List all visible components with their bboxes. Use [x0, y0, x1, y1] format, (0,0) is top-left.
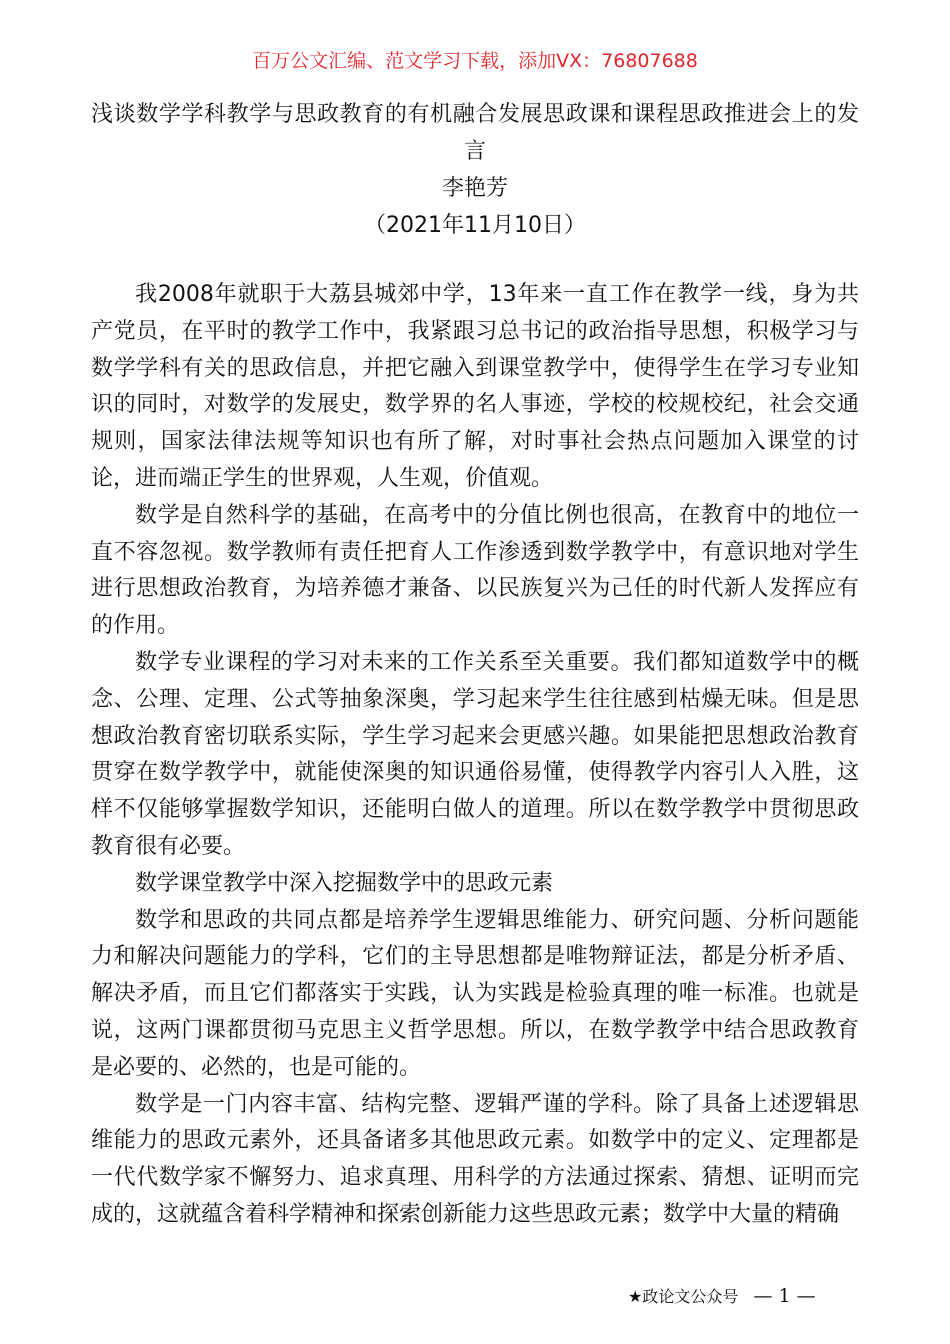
paragraph-line: 论，进而端正学生的世界观，人生观，价值观。	[91, 465, 554, 491]
paragraph-line: 数学是一门内容丰富、结构完整、逻辑严谨的学科。除了具备上述逻辑思	[135, 1091, 859, 1117]
paragraph-line: 规则，国家法律法规等知识也有所了解，对时事社会热点问题加入课堂的讨	[91, 429, 859, 455]
document-title-line: 言	[463, 139, 486, 164]
paragraph-line: 贯穿在数学教学中，就能使深奥的知识通俗易懂，使得教学内容引人入胜，这	[91, 760, 859, 786]
document-title-block	[91, 96, 859, 244]
footer-source: ★政论文公众号	[628, 1287, 739, 1306]
paragraph-line: 样不仅能够掌握数学知识，还能明白做人的道理。所以在数学教学中贯彻思政	[91, 797, 859, 823]
document-body	[91, 277, 859, 1234]
page-footer	[628, 1284, 816, 1307]
paragraph-line: 说，这两门课都贯彻马克思主义哲学思想。所以，在数学教学中结合思政教育	[91, 1017, 859, 1043]
document-title-line: 浅谈数学学科教学与思政教育的有机融合发展思政课和课程思政推进会上的发	[91, 102, 859, 127]
date: （2021年11月10日）	[364, 213, 586, 238]
paragraph-line: 的作用。	[91, 613, 180, 639]
paragraph-line: 产党员，在平时的教学工作中，我紧跟习总书记的政治指导思想，积极学习与	[91, 318, 859, 344]
paragraph-line: 识的同时，对数学的发展史，数学界的名人事迹，学校的校规校纪，社会交通	[91, 392, 859, 418]
page-number: — 1 —	[753, 1285, 816, 1307]
paragraph-line: 力和解决问题能力的学科，它们的主导思想都是唯物辩证法，都是分析矛盾、	[91, 944, 859, 970]
paragraph-line: 成的，这就蕴含着科学精神和探索创新能力这些思政元素；数学中大量的精确	[91, 1201, 840, 1227]
paragraph-line: 数学专业课程的学习对未来的工作关系至关重要。我们都知道数学中的概	[135, 649, 859, 675]
paragraph-line: 数学学科有关的思政信息，并把它融入到课堂教学中，使得学生在学习专业知	[91, 355, 859, 381]
watermark-header: 百万公文汇编、范文学习下载，添加VX：76807688	[252, 50, 698, 72]
paragraph	[91, 903, 859, 1087]
paragraph-line: 解决矛盾，而且它们都落实于实践，认为实践是检验真理的唯一标准。也就是	[91, 981, 859, 1007]
paragraph	[91, 645, 859, 866]
paragraph-line: 教育很有必要。	[91, 833, 246, 859]
paragraph-line: 维能力的思政元素外，还具备诸多其他思政元素。如数学中的定义、定理都是	[91, 1128, 859, 1154]
paragraph	[91, 866, 859, 903]
author: 李艳芳	[441, 176, 508, 201]
paragraph	[91, 277, 859, 498]
paragraph-line: 进行思想政治教育，为培养德才兼备、以民族复兴为己任的时代新人发挥应有	[91, 576, 859, 602]
paragraph-line: 想政治教育密切联系实际，学生学习起来会更感兴趣。如果能把思想政治教育	[91, 723, 859, 749]
paragraph-line: 数学是自然科学的基础，在高考中的分值比例也很高，在教育中的地位一	[135, 502, 859, 528]
paragraph-line: 数学课堂教学中深入挖掘数学中的思政元素	[135, 870, 554, 896]
paragraph	[91, 1087, 859, 1234]
paragraph-line: 是必要的、必然的，也是可能的。	[91, 1054, 422, 1080]
paragraph-line: 念、公理、定理、公式等抽象深奥，学习起来学生往往感到枯燥无味。但是思	[91, 686, 859, 712]
paragraph-line: 直不容忽视。数学教师有责任把育人工作渗透到数学教学中，有意识地对学生	[91, 539, 859, 565]
paragraph-line: 我2008年就职于大荔县城郊中学，13年来一直工作在教学一线，身为共	[135, 282, 859, 307]
paragraph-line: 数学和思政的共同点都是培养学生逻辑思维能力、研究问题、分析问题能	[135, 907, 859, 933]
paragraph-line: 一代代数学家不懈努力、追求真理、用科学的方法通过探索、猜想、证明而完	[91, 1165, 859, 1191]
paragraph	[91, 498, 859, 645]
